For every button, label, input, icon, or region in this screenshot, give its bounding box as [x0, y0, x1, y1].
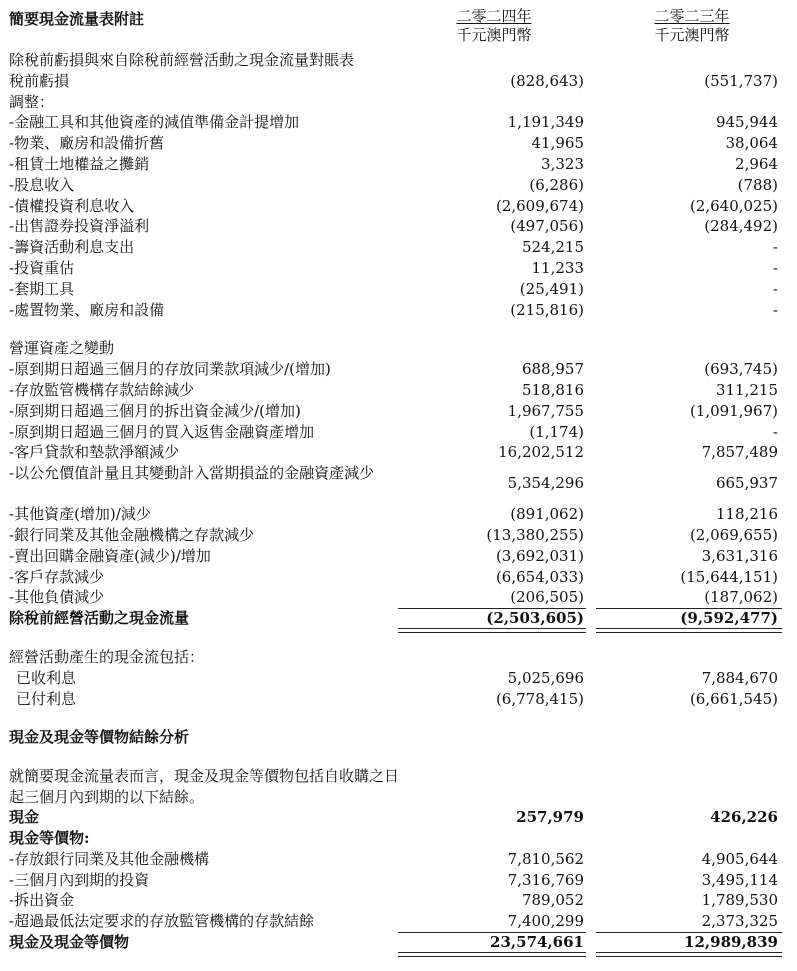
table-row	[0, 525, 797, 546]
row-label: 除稅前經營活動之現金流量	[9, 609, 190, 628]
value-2023: 2,964	[735, 154, 778, 173]
table-row	[0, 587, 797, 608]
row-label: -拆出資金	[9, 891, 75, 910]
row-spacer	[0, 748, 797, 766]
row-label: 現金及現金等價物	[9, 932, 130, 951]
row-label: -出售證券投資淨溢利	[9, 217, 150, 236]
value-2024: (497,056)	[510, 217, 584, 236]
row-label: -存放監管機構存款結餘減少	[9, 380, 195, 399]
table-row	[0, 911, 797, 932]
table-row	[0, 442, 797, 463]
row-label: 現金	[9, 808, 40, 827]
total-double-rule-2024	[398, 952, 586, 957]
row-label: -存放銀行同業及其他金融機構	[9, 849, 210, 868]
value-2024: (13,380,255)	[486, 525, 584, 544]
value-2024: 7,400,299	[507, 912, 584, 931]
value-2023: 12,989,839	[684, 932, 778, 951]
row-label: -三個月內到期的投資	[9, 870, 150, 889]
row-label: -處置物業、廠房和設備	[9, 300, 165, 319]
row-spacer	[0, 320, 797, 338]
row-label: 已付利息	[16, 689, 77, 708]
subtotal-row	[0, 608, 797, 629]
value-2024: 1,191,349	[507, 113, 584, 132]
value-2024: (891,062)	[510, 505, 584, 524]
value-2023: 311,215	[715, 380, 778, 399]
row-label: -超過最低法定要求的存放監管機構的存款結餘	[9, 912, 315, 931]
value-2023: (2,069,655)	[689, 525, 778, 544]
row-label: 除稅前虧損與來自除稅前經營活動之現金流量對賬表	[9, 51, 355, 69]
value-2023: 3,631,316	[701, 546, 778, 565]
row-label: -物業、廠房和設備折舊	[9, 134, 165, 153]
value-2024: 16,202,512	[498, 443, 584, 462]
row-label: -原到期日超過三個月的存放同業款項減少/(增加)	[9, 360, 331, 379]
value-2023: (9,592,477)	[680, 609, 778, 628]
column-header-2024	[414, 7, 574, 45]
table-row	[0, 216, 797, 237]
value-2023: (693,745)	[704, 360, 778, 379]
row-label: 現金等價物:	[9, 828, 90, 847]
table-row	[0, 196, 797, 217]
value-2023: 426,226	[710, 808, 778, 827]
column-header-2023	[612, 7, 772, 45]
value-2023: (15,644,151)	[680, 567, 778, 586]
table-row	[0, 258, 797, 279]
row-spacer	[0, 629, 797, 647]
value-2024: 3,323	[541, 154, 584, 173]
table-row	[0, 870, 797, 891]
value-2023: (1,091,967)	[689, 401, 778, 420]
value-2024: 5,025,696	[507, 668, 584, 687]
table-row	[0, 567, 797, 588]
value-2024: (1,174)	[529, 422, 584, 441]
value-2023: -	[772, 279, 778, 298]
value-2024: 1,967,755	[507, 401, 584, 420]
section-heading	[0, 828, 797, 849]
row-label: -債權投資利息收入	[9, 196, 135, 215]
value-2024: (3,692,031)	[495, 546, 584, 565]
value-2024: (2,609,674)	[495, 196, 584, 215]
column-year-2023: 二零二三年	[654, 7, 730, 25]
value-2023: (187,062)	[704, 588, 778, 607]
row-label: -客戶貸款和墊款淨額減少	[9, 443, 180, 462]
value-2023: (788)	[737, 175, 778, 194]
table-row	[0, 50, 797, 71]
value-2023: 38,064	[725, 134, 778, 153]
total-double-rule-2023	[596, 952, 782, 957]
table-row	[0, 71, 797, 92]
column-unit-2024: 千元澳門幣	[456, 26, 532, 44]
value-2024: 11,233	[531, 258, 584, 277]
table-row	[0, 546, 797, 567]
value-2024: 5,354,296	[507, 474, 584, 493]
value-2024: (828,643)	[510, 71, 584, 90]
table-row	[0, 380, 797, 401]
value-2024: (6,286)	[529, 175, 584, 194]
table-row	[0, 504, 797, 525]
value-2023: -	[772, 258, 778, 277]
statement-rows	[0, 50, 797, 953]
row-label: 經營活動產生的現金流包括：	[9, 647, 205, 666]
table-row	[0, 154, 797, 175]
table-row	[0, 422, 797, 443]
value-2023: -	[772, 238, 778, 257]
row-label: 營運資產之變動	[9, 339, 115, 358]
explanatory-paragraph	[0, 766, 797, 807]
table-row	[0, 807, 797, 828]
row-label: -客戶存款減少	[9, 567, 105, 586]
value-2023: 3,495,114	[701, 870, 778, 889]
row-label: 現金及現金等價物結餘分析	[9, 728, 190, 747]
table-row	[0, 237, 797, 258]
row-label: -其他負債減少	[9, 588, 105, 607]
value-2024: 23,574,661	[490, 932, 584, 951]
value-2024: 524,215	[521, 238, 584, 257]
table-row	[0, 359, 797, 380]
section-heading	[0, 647, 797, 668]
value-2024: 518,816	[521, 380, 584, 399]
value-2023: 118,216	[715, 505, 778, 524]
table-row	[0, 300, 797, 321]
value-2024: 7,810,562	[507, 849, 584, 868]
value-2023: 1,789,530	[701, 891, 778, 910]
row-label: -以公允價值計量且其變動計入當期損益的金融資產減少	[9, 464, 375, 483]
table-row	[0, 890, 797, 911]
value-2024: 257,979	[516, 808, 584, 827]
value-2023: 665,937	[715, 474, 778, 493]
value-2024: (6,778,415)	[495, 689, 584, 708]
value-2024: (206,505)	[510, 588, 584, 607]
value-2023: -	[772, 422, 778, 441]
value-2024: 688,957	[521, 360, 584, 379]
value-2023: 7,884,670	[701, 668, 778, 687]
row-label: -原到期日超過三個月的買入返售金融資產增加	[9, 422, 315, 441]
row-spacer	[0, 709, 797, 727]
row-label: -套期工具	[9, 279, 75, 298]
table-header	[0, 4, 797, 50]
table-row	[0, 849, 797, 870]
value-2024: (215,816)	[510, 300, 584, 319]
table-row	[0, 401, 797, 422]
value-2023: 2,373,325	[701, 912, 778, 931]
row-label: 已收利息	[16, 668, 77, 687]
row-label: -籌資活動利息支出	[9, 238, 135, 257]
column-year-2024: 二零二四年	[456, 7, 532, 25]
table-row	[0, 279, 797, 300]
table-row	[0, 175, 797, 196]
value-2023: (6,661,545)	[689, 689, 778, 708]
value-2023: 4,905,644	[701, 849, 778, 868]
row-label: -其他資產(增加)/減少	[9, 505, 151, 524]
table-row	[0, 112, 797, 133]
value-2023: 7,857,489	[701, 443, 778, 462]
value-2023: (2,640,025)	[689, 196, 778, 215]
table-row	[0, 133, 797, 154]
value-2024: (25,491)	[519, 279, 584, 298]
table-row	[0, 463, 797, 504]
row-label: 稅前虧損	[9, 71, 70, 90]
value-2023: (284,492)	[704, 217, 778, 236]
value-2023: 945,944	[715, 113, 778, 132]
value-2024: 789,052	[521, 891, 584, 910]
value-2024: 7,316,769	[507, 870, 584, 889]
row-label: -租賃土地權益之攤銷	[9, 154, 150, 173]
total-row	[0, 932, 797, 953]
section-heading	[0, 727, 797, 748]
page-title: 簡要現金流量表附註	[9, 10, 145, 28]
table-row	[0, 668, 797, 689]
row-label: -股息收入	[9, 175, 75, 194]
row-label: 調整：	[9, 92, 55, 111]
value-2023: (551,737)	[704, 71, 778, 90]
paragraph-text: 就簡要現金流量表而言，現金及現金等價物包括自收購之日起三個月內到期的以下結餘。	[9, 767, 400, 806]
table-row	[0, 92, 797, 113]
value-2024: (2,503,605)	[486, 609, 584, 628]
row-label: -投資重估	[9, 258, 75, 277]
row-label: -賣出回購金融資產(減少)/增加	[9, 546, 211, 565]
value-2023: -	[772, 300, 778, 319]
value-2024: (6,654,033)	[495, 567, 584, 586]
row-label: -原到期日超過三個月的拆出資金減少/(增加)	[9, 401, 301, 420]
section-heading	[0, 338, 797, 359]
table-row	[0, 689, 797, 710]
column-unit-2023: 千元澳門幣	[654, 26, 730, 44]
value-2024: 41,965	[531, 134, 584, 153]
row-label: -金融工具和其他資產的減值準備金計提增加	[9, 113, 300, 132]
row-label: -銀行同業及其他金融機構之存款減少	[9, 525, 255, 544]
